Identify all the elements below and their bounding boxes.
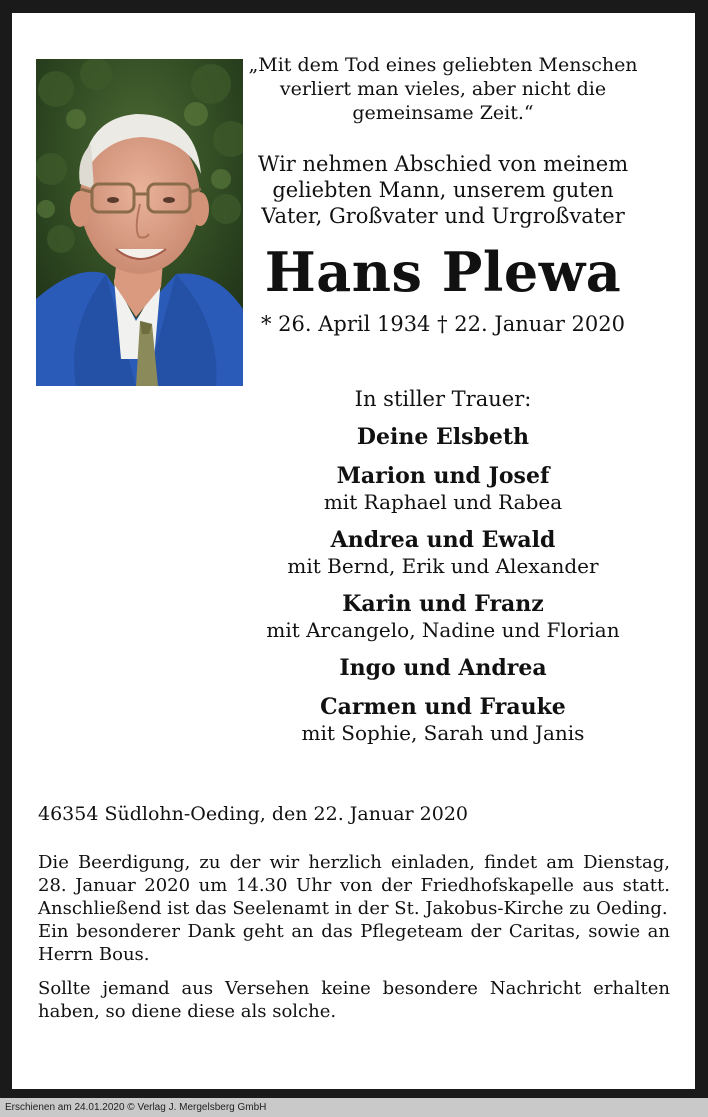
mourner-children: mit Raphael und Rabea — [323, 490, 563, 514]
mourner-name: Marion und Josef — [336, 463, 550, 489]
quote — [244, 53, 642, 125]
mourner-group — [244, 423, 642, 451]
mourner-children: mit Sophie, Sarah und Janis — [301, 721, 585, 745]
intro-line: geliebten Mann, unserem guten — [272, 178, 614, 202]
mourner-group — [244, 654, 642, 682]
place-date: 46354 Südlohn-Oeding, den 22. Januar 2020 — [38, 803, 469, 825]
quote-line: gemeinsame Zeit.“ — [352, 102, 534, 124]
deceased-name: Hans Plewa — [264, 240, 622, 304]
obituary-notice — [12, 13, 695, 1089]
mourner-group — [244, 693, 642, 746]
funeral-info: Die Beerdigung, zu der wir herzlich einladen, findet am Dienstag, 28. Januar 2020 um 14.30 Uhr von der Friedhofskapelle aus statt. Anschließend ist das Seelenamt in der St. Jakobus-Kirche zu Oeding. — [38, 852, 670, 919]
header-block — [244, 53, 642, 337]
mourner-group — [244, 462, 642, 515]
farewell-intro — [244, 151, 642, 229]
publication-footer — [0, 1098, 708, 1117]
mourner-name: Deine Elsbeth — [356, 424, 530, 450]
quote-line: „Mit dem Tod eines geliebten Menschen — [248, 54, 638, 76]
mourner-children: mit Arcangelo, Nadine und Florian — [266, 618, 620, 642]
notice-note: Sollte jemand aus Versehen keine besondere Nachricht erhalten haben, so diene diese als solche. — [38, 978, 670, 1022]
intro-line: Vater, Großvater und Urgroßvater — [261, 204, 625, 228]
mourning-title: In stiller Trauer: — [354, 387, 532, 411]
footer-text: Erschienen am 24.01.2020 © Verlag J. Mergelsberg GmbH — [5, 1102, 267, 1113]
funeral-details — [38, 851, 670, 1023]
mourner-name: Karin und Franz — [342, 591, 544, 617]
thanks-note: Ein besonderer Dank geht an das Pflegeteam der Caritas, sowie an Herrn Bous. — [38, 921, 670, 965]
portrait-photo — [36, 59, 243, 386]
mourner-name: Andrea und Ewald — [330, 527, 556, 553]
mourner-group — [244, 526, 642, 579]
mourner-group — [244, 590, 642, 643]
mourners-block — [244, 385, 642, 757]
mourner-children: mit Bernd, Erik und Alexander — [287, 554, 599, 578]
mourner-name: Carmen und Frauke — [320, 694, 566, 720]
quote-line: verliert man vieles, aber nicht die — [279, 78, 607, 100]
life-dates: * 26. April 1934 † 22. Januar 2020 — [260, 312, 626, 336]
intro-line: Wir nehmen Abschied von meinem — [257, 152, 629, 176]
mourner-name: Ingo und Andrea — [339, 655, 547, 681]
